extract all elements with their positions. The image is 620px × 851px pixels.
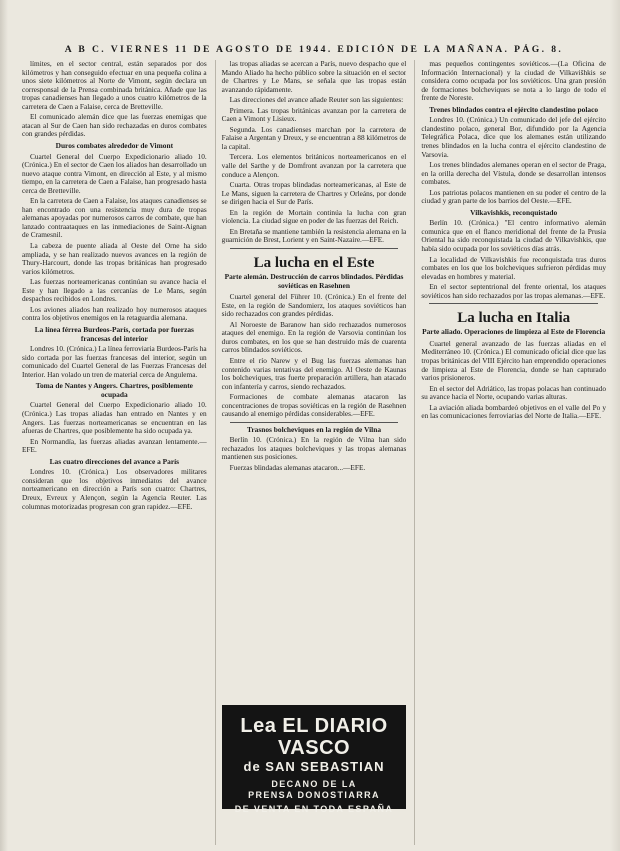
subheading: Duros combates alrededor de Vimont [55, 140, 174, 150]
paragraph: En el sector septentrional del frente oriental, los ataques soviéticos han sido rechazados por las tropas alemanas.—EFE. [421, 282, 607, 300]
section-rule [230, 422, 399, 423]
column-1 [22, 60, 207, 845]
paragraph: Segunda. Los canadienses marchan por la carretera de Falaise a Argentan y Dreux, y se encuentran a 88 kilómetros de la capital. [221, 124, 407, 151]
paragraph: En la región de Mortain continúa la lucha con gran violencia. La ciudad sigue en poder de las fuerzas del Reich. [221, 207, 407, 226]
paragraph: Berlín 10. (Crónica.) En la región de Vilna han sido rechazados los ataques bolcheviques y las tropas alemanas mantienen sus posiciones. [221, 435, 407, 462]
advertisement-diario-vasco [222, 705, 407, 814]
paragraph: Cuartel general del Führer 10. (Crónica.) En el frente del Este, en la región de Sandomierz, los ataques soviéticos han sido rechazados con grandes pérdidas. [221, 292, 407, 319]
subheading: Toma de Nantes y Angers. Chartres, posiblemente ocupada [35, 381, 193, 399]
section-headline: La lucha en Italia [457, 310, 571, 327]
ad-line: de SAN SEBASTIAN [243, 759, 385, 774]
paragraph: En Normandía, las fuerzas aliadas avanzan lentamente.—EFE. [22, 436, 207, 455]
paragraph: Cuarta. Otras tropas blindadas norteamericanas, al Este de Le Mans, siguen la carretera de Chartres y Orleáns, por donde se dirigen hacia el Sur de París. [221, 180, 407, 207]
subheading: Trasnos bolcheviques en la región de Vilna [247, 424, 382, 434]
paragraph: mas pequeños contingentes soviéticos.—(La Oficina de Información Internacional) y la ciudad de Vilkavišhkis se considera como ocupada por los soviéticos. Una gran presión de formaciones bolcheviques se nota a lo largo de todo el frente de Noreste. [421, 60, 607, 103]
paragraph: Fuerzas blindadas alemanas atacaron...—EFE. [229, 463, 366, 473]
paragraph: Las direcciones del avance añade Reuter son las siguientes: [229, 95, 404, 105]
paragraph: En Bretaña se mantiene también la resistencia alemana en la guarnición de Brest, Lorient y en Saint-Nazaire.—EFE. [221, 226, 407, 245]
paragraph: Al Noroeste de Baranow han sido rechazados numerosos ataques del enemigo. En la región de Varsovia continúan los duros combates, en los que se han destruido más de cuarenta carros blindados soviéticos. [221, 319, 407, 355]
section-headline: La lucha en el Este [253, 254, 375, 271]
paragraph: Berlín 10. (Crónica.) "El centro informativo alemán comunica que en el flanco meridional del frente de la Prusia Oriental ha sido reconquistada la ciudad de Vilkavishkis, que había sido ocupada por los soviéticos días atrás. [421, 218, 607, 254]
ad-line: PRENSA DONOSTIARRA [248, 790, 380, 800]
paragraph: La aviación aliada bombardeó objetivos en el valle del Po y en las comunicaciones ferroviarias del Norte de Italia.—EFE. [421, 402, 607, 421]
paragraph: La localidad de Vilkavishkis fue reconquistada tras duros combates en los que los bolcheviques sufrieron pérdidas muy elevadas en hombres y material. [421, 254, 607, 281]
paragraph: Tercera. Los elementos británicos norteamericanos en el valle del Sarthe y de Domfront avanzan por la carretera que conduce a Alençon. [221, 152, 407, 179]
paragraph: Cuartel general avanzado de las fuerzas aliadas en el Mediterráneo 10. (Crónica.) El comunicado oficial dice que las tropas británicas del VIII Ejército han emprendido operaciones de limpieza al Este de Florencia, donde se han capturado varios prisioneros. [421, 338, 607, 383]
subheading: Vilkavishkis, reconquistado [470, 207, 558, 217]
section-rule [230, 248, 399, 249]
running-head: A B C. VIERNES 11 DE AGOSTO DE 1944. EDICIÓN DE LA MAÑANA. PÁG. 8. [64, 44, 564, 55]
paragraph: Londres 10. (Crónica.) Un comunicado del jefe del ejército clandestino polaco, general Bor, difundido por la Agencia Telegráfica Polaca, dice que los alemanes están utilizando trenes blindados en la lucha contra el ejército clandestino de Varsovia. [421, 115, 607, 159]
paragraph: Entre el río Narew y el Bug las fuerzas alemanas han contenido varias tentativas del enemigo. Al Oeste de Kaunas los bolcheviques, tras fuerte preparación artillera, han atacado con infantería y carros, siendo rechazados. [221, 355, 407, 391]
page-spine-shadow [0, 0, 8, 851]
paragraph: Formaciones de combate alemanas atacaron las concentraciones de tropas soviéticas en la región de Rasehnen causando al enemigo pérdidas considerables.—EFE. [221, 392, 407, 419]
column-2 [215, 60, 407, 845]
page-edge-shadow [610, 0, 620, 851]
paragraph: Londres 10. (Crónica.) Los observadores militares consideran que los objetivos inmediatos del avance norteamericano en dirección a París son cuatro: Chartres, Dreux, Evreux y Alençon, según la Agencia Reuter. Las columnas motorizadas progresan con gran rapidez.—EFE. [22, 467, 207, 511]
paragraph: Londres 10. (Crónica.) La línea ferroviaria Burdeos-París ha sido cortada por las fuerzas francesas del interior, según un comunicado del Cuartel General de las Fuerzas Francesas del Interior. Han volado un tren de material cerca de Angulema. [22, 344, 207, 379]
paragraph: Los aviones aliados han realizado hoy numerosos ataques contra los objetivos enemigos en la retaguardia alemana. [22, 304, 207, 323]
ad-line: DE VENTA EN TODA ESPAÑA [234, 804, 394, 814]
section-rule [429, 303, 598, 304]
ad-line: Lea EL DIARIO VASCO [240, 715, 388, 759]
paragraph: El comunicado alemán dice que las fuerzas enemigas que atacan al Sur de Caen han sido rechazadas en duros combates con grandes pérdidas. [22, 112, 207, 139]
paragraph: Los trenes blindados alemanes operan en el sector de Praga, en la orilla derecha del Vístula, donde se desarrollan intensos combates. [421, 160, 607, 187]
paragraph: Cuartel General del Cuerpo Expedicionario aliado 10. (Crónica.) Las tropas aliadas han entrado en Nantes y en Angers. Las fuerzas norteamericanas se encuentran en las afueras de Chartres, que posiblemente ha sido ocupada ya. [22, 400, 207, 436]
paragraph: Cuartel General del Cuerpo Expedicionario aliado 10. (Crónica.) En el sector de Caen los aliados han desarrollado un nuevo ataque contra Vimont, en dirección al Este, y al mismo tiempo, en la carretera de Caen a Falaise, han progresado hasta cerca de Bretteville. [22, 151, 207, 195]
paragraph: las tropas aliadas se acercan a París, nuevo despacho que el Mando Aliado ha hecho público sobre la situación en el sector de Chartres y Le Mans, se señala que las tropas están avanzando rápidamente. [221, 60, 407, 94]
headline-deck: Parte alemán. Destrucción de carros blindados. Pérdidas soviéticas en Rasehnen [224, 271, 404, 290]
paragraph: En la carretera de Caen a Falaise, los ataques canadienses se han encontrado con una resistencia muy dura de tropas alemanas apoyadas por numerosos carros de combate, que han lanzado contraataques en las inmediaciones de Saint-Aignan de Cramesnil. [22, 196, 207, 240]
subheading: Trenes blindados contra el ejército clandestino polaco [429, 104, 599, 114]
text-columns [22, 60, 606, 845]
headline-deck: Parte aliado. Operaciones de limpieza al Este de Florencia [422, 327, 606, 337]
paragraph: límites, en el sector central, están separados por dos kilómetros y han conseguido efectuar en una pequeña colina a unos siete kilómetros al Norte de Vimont, según declara un corresponsal de la Prensa combinada británica. Añade que las tropas canadienses han llegado a unos cuatro kilómetros de la carretera de Caen a Falaise, cerca de Bretteville. [22, 60, 207, 111]
paragraph: Las fuerzas norteamericanas continúan su avance hacia el Este y han llegado a las cercanías de Le Mans, según despachos recibidos en Londres. [22, 277, 207, 304]
paragraph: La cabeza de puente aliada al Oeste del Orne ha sido ampliada, y se han realizado nuevos avances en la región de Thury-Harcourt, donde las tropas británicas han progresado varios kilómetros. [22, 240, 207, 276]
column-3 [414, 60, 606, 845]
subheading: La línea férrea Burdeos-París, cortada por fuerzas francesas del interior [34, 324, 194, 343]
paragraph: Primera. Las tropas británicas avanzan por la carretera de Caen a Vimont y Lisieux. [221, 105, 407, 124]
ad-line: DECANO DE LA [271, 779, 357, 789]
subheading: Las cuatro direcciones del avance a París [49, 456, 180, 466]
paragraph: Los patriotas polacos mantienen en su poder el centro de la ciudad y gran parte de los barrios del Oeste.—EFE. [421, 187, 607, 206]
paragraph: En el sector del Adriático, las tropas polacas han continuado su avance hacia el Norte, ocupando varias alturas. [421, 383, 607, 402]
